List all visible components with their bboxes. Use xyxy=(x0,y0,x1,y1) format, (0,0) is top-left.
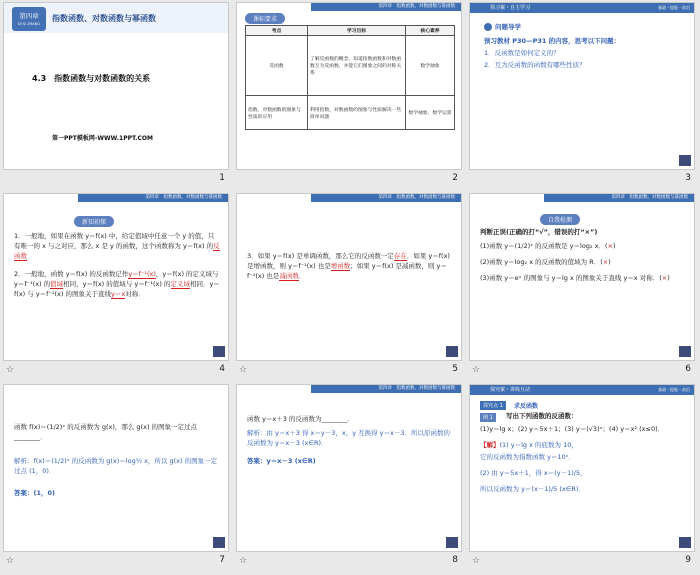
nav-corner-icon[interactable] xyxy=(213,537,225,548)
chapter-ribbon: 第四章 指数函数、对数函数与幂函数 xyxy=(311,3,461,11)
slide-thumbnail[interactable] xyxy=(469,2,695,170)
solution-line: 它的反函数为指数函数 y＝10ˣ． xyxy=(480,453,576,461)
table-cell: 数学抽象、数学运算 xyxy=(406,96,455,130)
question-icon xyxy=(484,23,492,31)
nav-corner-icon[interactable] xyxy=(446,537,458,548)
star-icon: ☆ xyxy=(472,556,481,566)
solution-line: 【解】(1) y＝lg x 的底数为 10， xyxy=(480,441,578,449)
exercise-question: 函数 y＝x＋3 的反函数为________． xyxy=(247,415,354,423)
slide-number: 1 xyxy=(219,173,225,183)
slide-cell-8[interactable] xyxy=(233,382,466,573)
chapter-badge-label: 第四章 xyxy=(19,12,39,20)
footer-text: 第一PPT模板网-WWW.1PPT.COM xyxy=(52,135,153,142)
chapter-title: 指数函数、对数函数与幂函数 xyxy=(52,14,156,23)
slide-cell-5[interactable] xyxy=(233,191,466,382)
chapter-ribbon: 第四章 指数函数、对数函数与幂函数 xyxy=(311,194,461,202)
explore-point-badge: 探究点 1 xyxy=(480,401,506,410)
section-banner: 新知初探 xyxy=(74,216,114,227)
question-item: 2．互为反函数的函数有哪些性质？ xyxy=(484,61,586,69)
table-header: 核心素养 xyxy=(406,26,455,36)
slide-cell-4[interactable] xyxy=(0,191,233,382)
instruction-text: 判断正误(正确的打“√”，错误的打“×”) xyxy=(480,228,598,236)
star-icon: ☆ xyxy=(6,556,15,566)
solution-line: 所以反函数为 y＝(x－1)/5 (x∈R)． xyxy=(480,485,585,493)
star-icon: ☆ xyxy=(239,365,248,375)
slide-number: 3 xyxy=(685,173,691,183)
solution-line: (2) 由 y＝5x＋1，得 x＝(y－1)/5， xyxy=(480,469,587,477)
definition-paragraph-2: 2．一般地，函数 y＝f(x) 的反函数记作y＝f⁻¹(x)，y＝f(x) 的定义域与 y＝f⁻¹(x) 的值域相同，y＝f(x) 的值域与 y＝f⁻¹(x) 的定义域相同．y＝f(x) 与 y＝f⁻¹(x) 的图象关于直线y＝x对称． xyxy=(14,270,220,298)
slide-thumbnail[interactable] xyxy=(3,193,229,361)
exercise-solution: 解析：f(x)＝(1/2)ˣ 的反函数为 g(x)＝log½ x，所以 g(x) 的图象一定过点 (1，0)． xyxy=(14,457,218,475)
prompt-text: 预习教材 P30—P31 的内容，思考以下问题： xyxy=(484,37,621,45)
slide-cell-7[interactable] xyxy=(0,382,233,573)
slide-thumbnail[interactable] xyxy=(469,384,695,552)
nav-corner-icon[interactable] xyxy=(446,346,458,357)
table-header: 考点 xyxy=(246,26,308,36)
slide-thumbnail[interactable] xyxy=(469,193,695,361)
objectives-table xyxy=(245,25,455,130)
slide-thumbnail[interactable] xyxy=(236,2,462,170)
slide-number: 7 xyxy=(219,555,225,565)
slide-number: 4 xyxy=(219,364,225,374)
table-row xyxy=(246,96,455,130)
table-header: 学习目标 xyxy=(308,26,406,36)
section-tags: 基础・提能・前沿 xyxy=(658,387,690,392)
example-badge: 例 1 xyxy=(480,413,496,422)
slide-number: 8 xyxy=(452,555,458,565)
slide-number: 6 xyxy=(685,364,691,374)
slide-thumbnail[interactable] xyxy=(3,384,229,552)
slide-number: 5 xyxy=(452,364,458,374)
slide-number: 9 xyxy=(685,555,691,565)
slide-cell-2[interactable] xyxy=(233,0,466,191)
property-paragraph: 3．如果 y＝f(x) 是单调函数，那么它的反函数一定存在．如果 y＝f(x) 是增函数，则 y＝f⁻¹(x) 也是增函数；如果 y＝f(x) 是减函数，则 y＝f⁻¹(x) 也是减函数． xyxy=(247,252,450,280)
section-heading: 问题导学 xyxy=(495,23,521,31)
exercise-solution: 解析：由 y＝x＋3 得 x＝y－3，x，y 互换得 y＝x－3．所以原函数的反函数为 y＝x－3 (x∈R)． xyxy=(247,429,451,447)
section-title: 预习案・自主学习 xyxy=(490,5,531,11)
slide-cell-3[interactable] xyxy=(466,0,699,191)
star-icon: ☆ xyxy=(472,365,481,375)
star-icon: ☆ xyxy=(6,365,15,375)
table-cell: 数学抽象 xyxy=(406,36,455,96)
chapter-ribbon: 第四章 指数函数、对数函数与幂函数 xyxy=(544,194,694,202)
nav-corner-icon[interactable] xyxy=(679,155,691,166)
chapter-badge-sub: DI SI ZHANG xyxy=(18,22,40,26)
section-banner: 课标要求 xyxy=(245,13,285,24)
slide-thumbnail[interactable] xyxy=(236,384,462,552)
chapter-ribbon: 第四章 指数函数、对数函数与幂函数 xyxy=(311,385,461,393)
exercise-answer: 答案：y＝x－3 (x∈R) xyxy=(247,457,316,465)
table-cell: 指数、对数函数的图象与性质的应用 xyxy=(246,96,308,130)
table-cell: 了解反函数的概念，知道指数函数和对数函数互为反函数，并能它们图象之间的对称关系 xyxy=(308,36,406,96)
lesson-title: 4.3 指数函数与对数函数的关系 xyxy=(32,74,151,83)
section-title: 探究案・讲练互动 xyxy=(490,387,531,393)
explore-point-title: 求反函数 xyxy=(514,403,539,410)
check-item: (1)函数 y＝(1/2)ˣ 的反函数是 y＝log₂ x．(×) xyxy=(480,242,616,250)
section-banner: 自我检测 xyxy=(540,214,580,225)
section-tags: 基础・提能・前沿 xyxy=(658,5,690,10)
example-text: 写出下列函数的反函数： xyxy=(506,412,578,420)
nav-corner-icon[interactable] xyxy=(213,346,225,357)
chapter-badge xyxy=(12,7,46,31)
definition-paragraph-1: 1．一般地，如果在函数 y＝f(x) 中，给定值域中任意一个 y 的值，只有唯一的 x 与之对应，那么 x 是 y 的函数，这个函数称为 y＝f(x) 的反函数 xyxy=(14,232,220,260)
section-bar xyxy=(470,385,695,395)
slide-thumbnail[interactable] xyxy=(3,2,229,170)
table-cell: 利用指数、对数函数的图象与性质解决一些简单问题 xyxy=(308,96,406,130)
slide-cell-9[interactable] xyxy=(466,382,699,573)
table-cell: 反函数 xyxy=(246,36,308,96)
slide-thumbnail[interactable] xyxy=(236,193,462,361)
question-item: 1．反函数是如何定义的？ xyxy=(484,49,560,57)
nav-corner-icon[interactable] xyxy=(679,537,691,548)
example-parts: (1)y＝lg x；(2) y＝5x＋1；(3) y＝(√3)ˣ；(4) y＝x² (x≤0)． xyxy=(480,425,665,433)
slide-cell-1[interactable] xyxy=(0,0,233,191)
chapter-ribbon: 第四章 指数函数、对数函数与幂函数 xyxy=(78,194,228,202)
check-item: (3)函数 y＝eˣ 的图象与 y＝lg x 的图象关于直线 y＝x 对称．(×) xyxy=(480,274,670,282)
section-bar xyxy=(470,3,695,13)
slide-cell-6[interactable] xyxy=(466,191,699,382)
slide-number: 2 xyxy=(452,173,458,183)
exercise-question: 函数 f(x)＝(1/2)ˣ 的反函数为 g(x)，那么 g(x) 的图象一定过点 ________． xyxy=(14,423,198,441)
star-icon: ☆ xyxy=(239,556,248,566)
nav-corner-icon[interactable] xyxy=(679,346,691,357)
table-row xyxy=(246,36,455,96)
exercise-answer: 答案：(1，0) xyxy=(14,489,55,497)
check-item: (2)函数 y＝log₂ x 的反函数的值域为 R．(×) xyxy=(480,258,611,266)
